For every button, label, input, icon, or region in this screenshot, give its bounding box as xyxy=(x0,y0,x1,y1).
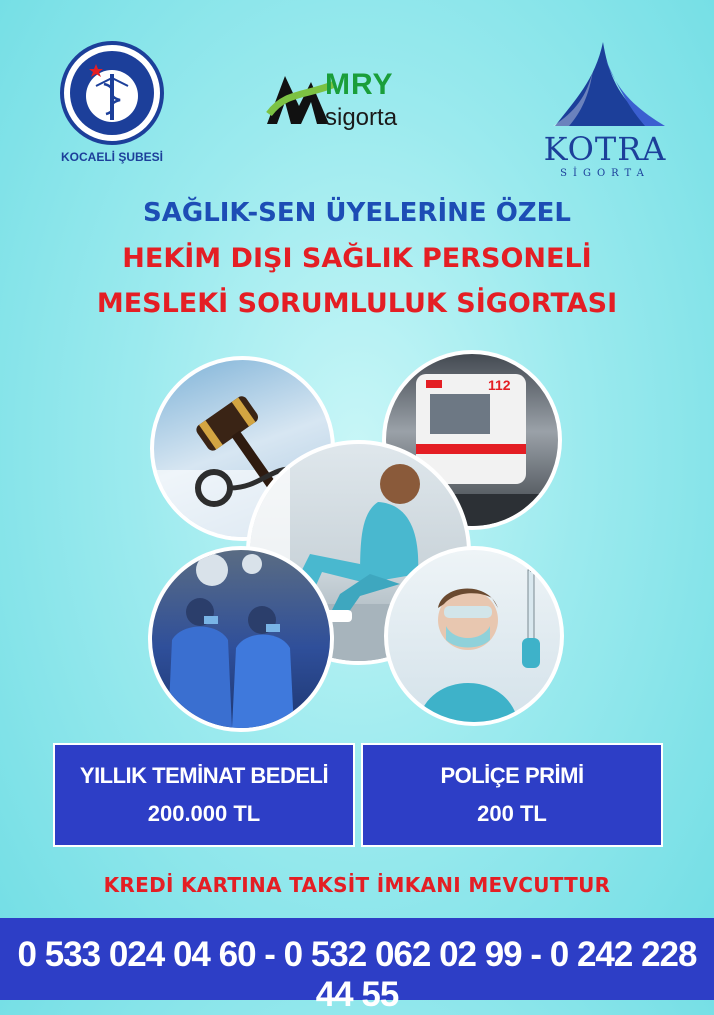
saglik-sen-logo xyxy=(52,38,172,168)
headline-line-2: HEKİM DIŞI SAĞLIK PERSONELİ xyxy=(122,243,592,274)
mry-sigorta-logo xyxy=(265,62,440,142)
surgeons-icon xyxy=(152,550,330,728)
kotra-sigorta-logo xyxy=(535,40,675,180)
photo-nurse-syringe xyxy=(384,546,564,726)
premium-box xyxy=(361,743,663,847)
photo-surgeons xyxy=(148,546,334,732)
syringe-nurse-icon xyxy=(388,550,560,722)
headline-line-3: MESLEKİ SORUMLULUK SİGORTASI xyxy=(96,288,618,319)
sailboat-icon xyxy=(535,40,675,132)
phone-numbers: 0 533 024 04 60 - 0 532 062 02 99 - 0 242 228 44 55 xyxy=(17,935,697,1014)
coverage-value: 200.000 TL xyxy=(147,801,261,826)
coverage-label: YILLIK TEMİNAT BEDELİ xyxy=(79,763,329,788)
saglik-sen-emblem-icon xyxy=(52,38,172,148)
premium-value: 200 TL xyxy=(477,801,547,826)
mry-name: MRY xyxy=(325,68,394,101)
ambulance-number: 112 xyxy=(488,377,511,393)
mry-subtitle: sigorta xyxy=(325,104,398,131)
kotra-subtitle: SİGORTA xyxy=(560,168,650,179)
premium-label: POLİÇE PRİMİ xyxy=(440,763,584,788)
credit-card-note: KREDİ KARTINA TAKSİT İMKANI MEVCUTTUR xyxy=(103,873,611,897)
headline-line-1: SAĞLIK-SEN ÜYELERİNE ÖZEL xyxy=(143,198,571,228)
coverage-box xyxy=(53,743,355,847)
saglik-sen-branch: KOCAELİ ŞUBESİ xyxy=(60,150,163,164)
kotra-name: KOTRA xyxy=(543,130,667,168)
footer-bar xyxy=(0,918,714,1014)
